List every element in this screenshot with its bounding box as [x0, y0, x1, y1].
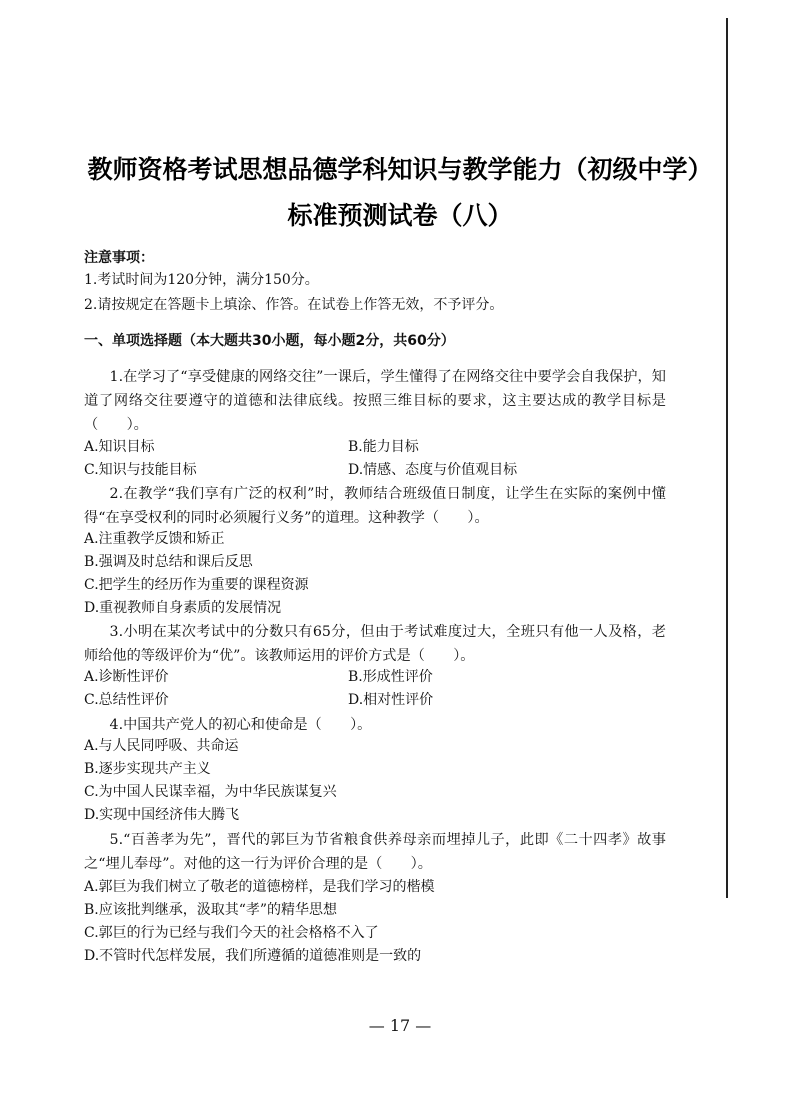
- option-a: A.郭巨为我们树立了敬老的道德榜样，是我们学习的楷模: [84, 879, 435, 895]
- section-heading: 一、单项选择题（本大题共30小题，每小题2分，共60分）: [84, 333, 455, 349]
- question-stem: 2.在教学“我们享有广泛的权利”时，教师结合班级值日制度，让学生在实际的案例中懂得“在享受权利的同时必须履行义务”的道理。这种教学（ ）。: [84, 486, 666, 526]
- question-stem: 3.小明在某次考试中的分数只有65分，但由于考试难度过大，全班只有他一人及格，老师给他的等级评价为“优”。该教师运用的评价方式是（ ）。: [84, 624, 666, 664]
- option-d: D.相对性评价: [348, 692, 434, 708]
- option-c: C.知识与技能目标: [84, 462, 197, 478]
- option-b: B.形成性评价: [348, 669, 433, 685]
- option-c: C.总结性评价: [84, 692, 169, 708]
- option-d: D.实现中国经济伟大腾飞: [84, 807, 240, 823]
- option-d: D.不管时代怎样发展，我们所遵循的道德准则是一致的: [84, 948, 422, 964]
- exam-title-line-1: 教师资格考试思想品德学科知识与教学能力（初级中学）: [87, 155, 713, 184]
- question-stem: 1.在学习了“享受健康的网络交往”一课后，学生懂得了在网络交往中要学会自我保护，知道了网络交往要遵守的道德和法律底线。按照三维目标的要求，这主要达成的教学目标是（ ）。: [84, 369, 666, 433]
- notice-item: 2.请按规定在答题卡上填涂、作答。在试卷上作答无效，不予评分。: [84, 297, 504, 313]
- option-a: A.知识目标: [84, 439, 155, 455]
- option-c: C.为中国人民谋幸福，为中华民族谋复兴: [84, 784, 337, 800]
- option-a: A.注重教学反馈和矫正: [84, 531, 225, 547]
- option-a: A.与人民同呼吸、共命运: [84, 738, 239, 754]
- option-b: B.逐步实现共产主义: [84, 761, 211, 777]
- exam-title-line-2: 标准预测试卷（八）: [287, 201, 513, 230]
- option-d: D.重视教师自身素质的发展情况: [84, 600, 282, 616]
- option-b: B.应该批判继承，汲取其“孝”的精华思想: [84, 902, 338, 918]
- question-stem: 4.中国共产党人的初心和使命是（ ）。: [109, 717, 372, 733]
- notice-item: 1.考试时间为120分钟，满分150分。: [84, 272, 319, 288]
- option-c: C.郭巨的行为已经与我们今天的社会格格不入了: [84, 925, 379, 941]
- option-c: C.把学生的经历作为重要的课程资源: [84, 577, 309, 593]
- option-d: D.情感、态度与价值观目标: [348, 462, 518, 478]
- option-a: A.诊断性评价: [84, 669, 169, 685]
- question-stem: 5.“百善孝为先”，晋代的郭巨为节省粮食供养母亲而埋掉儿子，此即《二十四孝》故事之“埋儿奉母”。对他的这一行为评价合理的是（ ）。: [84, 832, 666, 872]
- option-b: B.强调及时总结和课后反思: [84, 554, 253, 570]
- notice-heading: 注意事项：: [84, 250, 154, 266]
- option-b: B.能力目标: [348, 439, 419, 455]
- page-number: — 17 —: [368, 1016, 432, 1035]
